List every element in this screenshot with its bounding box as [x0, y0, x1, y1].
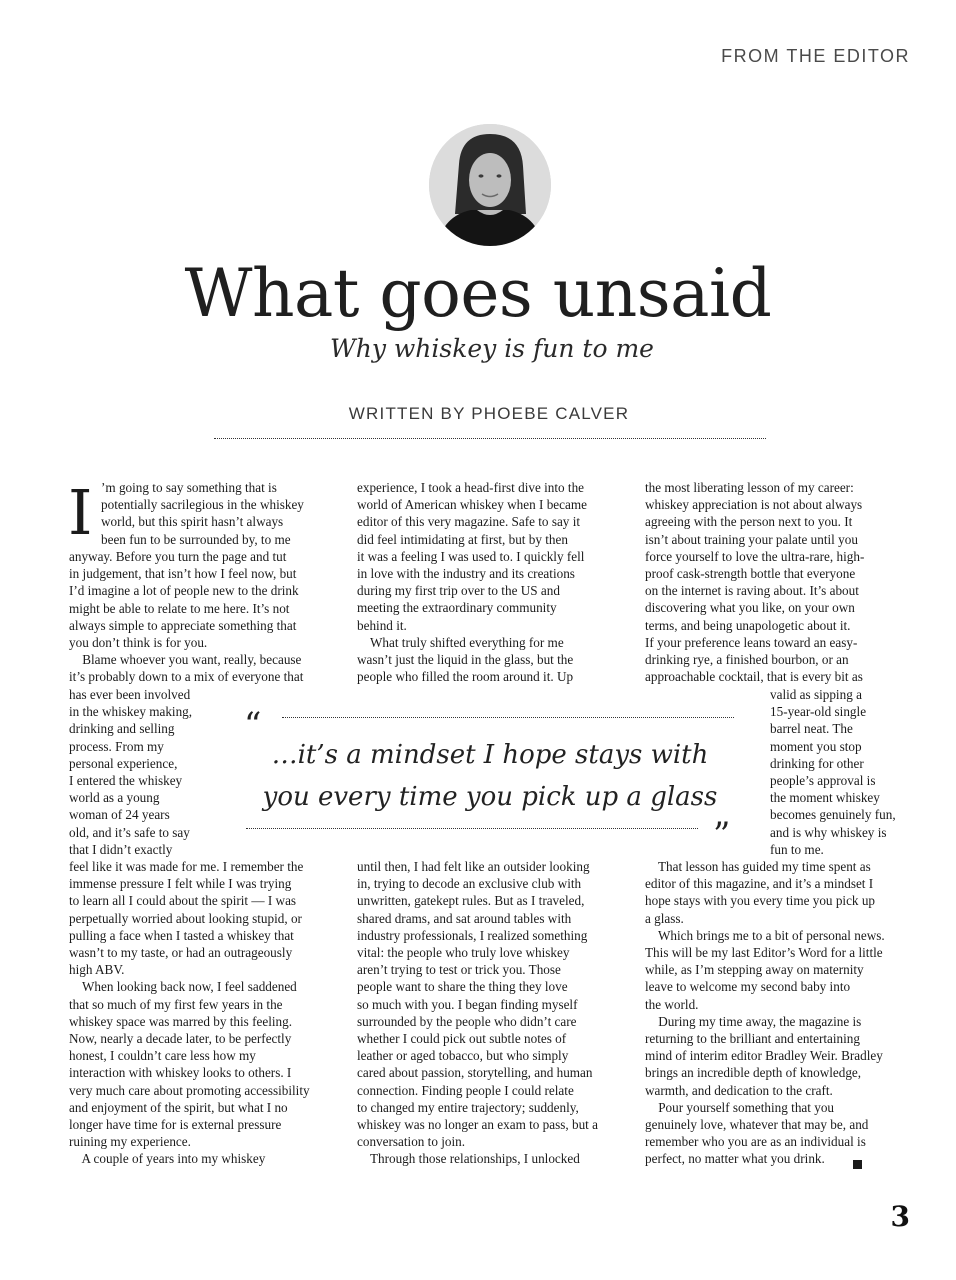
drop-cap: I: [68, 476, 93, 549]
close-quote-mark: ”: [713, 815, 731, 855]
pull-quote-line-1: …it’s a mindset I hope stays with: [271, 740, 709, 770]
col3-wrap-text: valid as sipping a 15-year-old single barrel neat. The moment you stop drinking for other people’s approval is the moment whiskey becomes genuinely fun, and is why whiskey is fun to me.: [770, 687, 896, 857]
col2-bottom-text: until then, I had felt like an outsider looking in, trying to decode an exclusive club with unwritten, gatekept rules. But as I traveled, shared drams, and sat around tables with industry professionals, I realized something vital: the people who truly love whiskey aren’t trying to test or trick you. Those people want to share the thing they love so much with you. I began finding myself surrounded by the people who didn’t care whether I could pick out subtle notes of leather or aged tobacco, but who simply cared about passion, storytelling, and human connection. Finding people I could relate to changed my entire trajectory; suddenly, whiskey was no longer an exam to pass, but a conversation to join. Through those relationships, I unlocked: [357, 859, 598, 1167]
col1-bottom-text: feel like it was made for me. I remember the immense pressure I felt while I was trying to learn all I could about the spirit — I was perpetually worried about looking stupid, or pulling a face when I tasted a whiskey that wasn’t to my taste, or had an outrageously high ABV. When looking back now, I feel saddened that so much of my first few years in the whiskey space was marred by this feeling. Now, nearly a decade later, to be perfectly honest, I couldn’t care less how my interaction with whiskey looks to others. I very much care about promoting accessibility and enjoyment of the spirit, but what I no longer have time for is external pressure ruining my experience. A couple of years into my whiskey: [69, 859, 310, 1167]
col1-top-text: anyway. Before you turn the page and tut in judgement, that isn’t how I feel now, but I’d imagine a lot of people new to the drink might be able to relate to me here. It’s not always simple to appreciate something that you don’t think is for you. Blame whoever you want, really, because it’s probably down to a mix of everyone that: [69, 549, 304, 685]
byline: WRITTEN BY PHOEBE CALVER: [348, 404, 630, 423]
end-mark: [853, 1160, 862, 1169]
col2-top-text: experience, I took a head-first dive into the world of American whiskey when I became editor of this very magazine. Safe to say it did feel intimidating at first, but by then it was a feeling I was used to. I quickly fell in love with the industry and its creations during my first trip over to the US and meeting the extraordinary community behind it. What truly shifted everything for me wasn’t just the liquid in the glass, but the people who filled the room around it. Up: [357, 480, 587, 685]
open-quote-mark: “: [244, 705, 262, 745]
col1-wrap-text: has ever been involved in the whiskey making, drinking and selling process. From my personal experience, I entered the whiskey world as a young woman of 24 years old, and it’s safe to say that I didn’t exactly: [69, 687, 193, 857]
page-number: 3: [890, 1200, 910, 1233]
byline-divider: [214, 438, 766, 439]
pull-quote-line-2: you every time you pick up a glass: [262, 782, 718, 812]
pull-quote-bottom-rule: [246, 828, 698, 829]
article-title: What goes unsaid: [184, 255, 772, 332]
col3-bottom-text: That lesson has guided my time spent as editor of this magazine, and it’s a mindset I hope stays with you every time you pick up a glass. Which brings me to a bit of personal news. This will be my last Editor’s Word for a little while, as I’m stepping away on maternity leave to welcome my second baby into the world. During my time away, the magazine is returning to the brilliant and entertaining mind of interim editor Bradley Weir. Bradley brings an incredible depth of knowledge, warmth, and dedication to the craft. Pour yourself something that you genuinely love, whatever that may be, and remember who you are as an individual is perfect, no matter what you drink.: [645, 859, 885, 1167]
pull-quote-top-rule: [282, 717, 734, 718]
section-label: FROM THE EDITOR: [721, 46, 910, 66]
author-portrait: [429, 124, 551, 246]
col1-dropcap-lines: ’m going to say something that is potentially sacrilegious in the whiskey world, but this spirit hasn’t always been fun to be surrounded by, to me: [101, 480, 304, 547]
article-subtitle: Why whiskey is fun to me: [330, 334, 654, 363]
pull-quote: [240, 734, 740, 818]
col3-top-text: the most liberating lesson of my career: whiskey appreciation is not about always agreeing with the person next to you. It isn’t about training your palate until you force yourself to love the ultra-rare, high- proof cask-strength bottle that everyone on the internet is raving about. It’s about discovering what you like, on your own terms, and being unapologetic about it. If your preference leans toward an easy- drinking rye, a finished bourbon, or an approachable cocktail, that is every bit as: [645, 480, 865, 685]
